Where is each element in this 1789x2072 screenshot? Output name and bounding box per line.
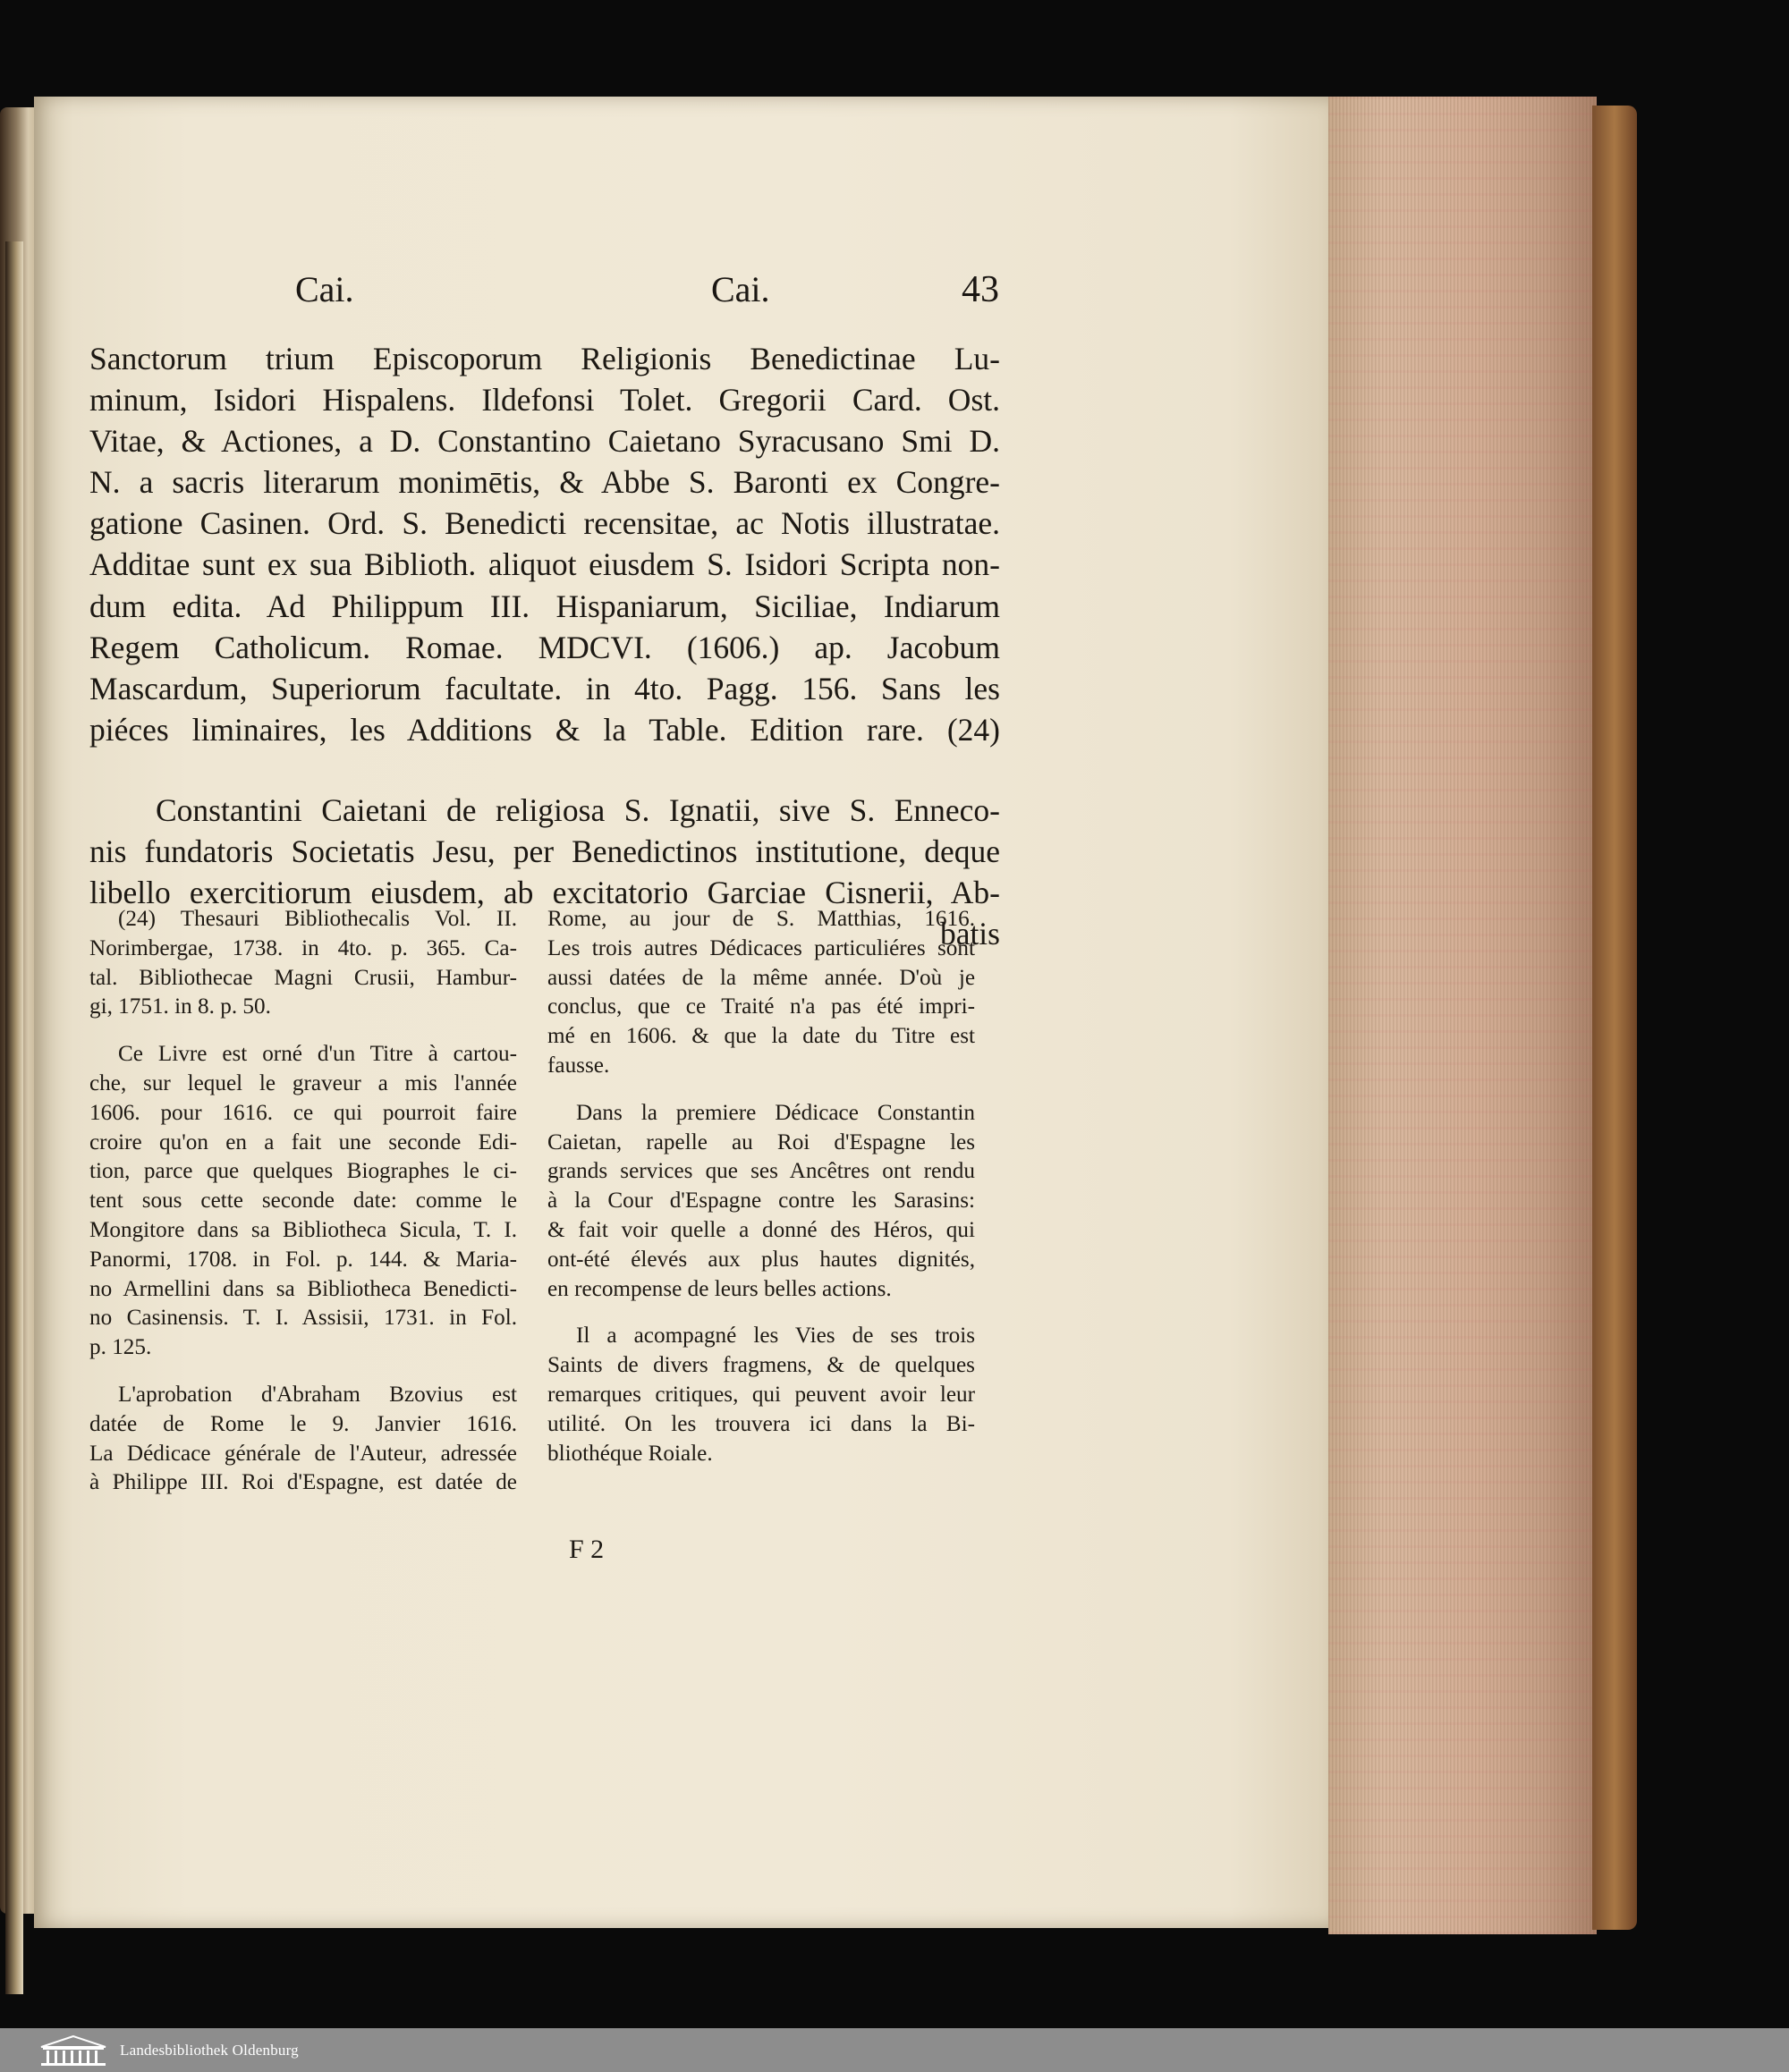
text-line: libello exercitiorum eiusdem, ab excitatorio Garciae Cisnerii, Ab- <box>89 875 1000 911</box>
note-line: en recompense de leurs belles actions. <box>547 1276 892 1301</box>
note-line: à Philippe III. Roi d'Espagne, est datée de <box>89 1470 517 1495</box>
text-line: Additae sunt ex sua Biblioth. aliquot eiusdem S. Isidori Scripta non- <box>89 546 1000 583</box>
text-line: nis fundatoris Societatis Jesu, per Benedictinos institutione, deque <box>89 833 1000 870</box>
note-line: tion, parce que quelques Biographes le ci- <box>89 1159 517 1184</box>
running-head-left: Cai. <box>295 269 354 309</box>
note-line: Ce Livre est orné d'un Titre à cartou- <box>118 1042 517 1067</box>
main-entry-text <box>89 338 1000 954</box>
previous-page-edge <box>0 107 38 1914</box>
note-line: 1606. pour 1616. ce qui pourroit faire <box>89 1100 517 1125</box>
note-paragraph <box>547 905 975 1081</box>
text-line: minum, Isidori Hispalens. Ildefonsi Tolet. Gregorii Card. Ost. <box>89 382 1000 419</box>
note-line: mé en 1606. & que la date du Titre est <box>547 1024 975 1049</box>
note-line: conclus, que ce Traité n'a pas été impri- <box>547 994 975 1019</box>
note-line: Norimbergae, 1738. in 4to. p. 365. Ca- <box>89 935 517 960</box>
note-line: p. 125. <box>89 1335 152 1360</box>
note-line: utilité. On les trouvera ici dans la Bi- <box>547 1411 975 1436</box>
text-line: Vitae, & Actiones, a D. Constantino Caietano Syracusano Smi D. <box>89 423 1000 460</box>
book-cover-edge <box>1592 106 1637 1930</box>
notes-right-column <box>547 905 975 1468</box>
entry-paragraph-1 <box>89 338 1000 750</box>
note-line: La Dédicace générale de l'Auteur, adressée <box>89 1441 517 1466</box>
catchword: batis <box>939 916 1000 952</box>
text-line: Sanctorum trium Episcoporum Religionis Benedictinae Lu- <box>89 341 1000 376</box>
note-line: datée de Rome le 9. Janvier 1616. <box>89 1411 517 1436</box>
note-line: Panormi, 1708. in Fol. p. 144. & Maria- <box>89 1247 517 1272</box>
note-line: Il a acompagné les Vies de ses trois <box>576 1324 975 1349</box>
note-line: Rome, au jour de S. Matthias, 1616. <box>547 907 975 931</box>
note-line: fausse. <box>547 1053 610 1078</box>
note-line: Dans la premiere Dédicace Constantin <box>576 1100 975 1125</box>
text-line: Constantini Caietani de religiosa S. Ignatii, sive S. Enneco- <box>156 791 1000 828</box>
note-line: no Casinensis. T. I. Assisii, 1731. in Fol. <box>89 1306 517 1331</box>
note-line: & fait voir quelle a donné des Héros, qui <box>547 1217 975 1242</box>
text-line: N. a sacris literarum monimētis, & Abbe S. Baronti ex Congre- <box>89 464 1000 501</box>
note-line: grands services que ses Ancêtres ont rendu <box>547 1159 975 1184</box>
institution-name: Landesbibliothek Oldenburg <box>120 2041 299 2059</box>
note-line: no Armellini dans sa Bibliotheca Benedicti- <box>89 1276 517 1301</box>
footer-bar <box>0 2028 1789 2072</box>
book-fore-edge <box>1328 97 1597 1934</box>
note-line: bliothéque Roiale. <box>547 1441 713 1466</box>
note-line: L'aprobation d'Abraham Bzovius est <box>118 1382 517 1407</box>
note-line: che, sur lequel le graveur a mis l'année <box>89 1070 517 1095</box>
note-line: tal. Bibliothecae Magni Crusii, Hambur- <box>89 965 517 990</box>
note-line: Caietan, rapelle au Roi d'Espagne les <box>547 1129 975 1154</box>
note-line: à la Cour d'Espagne contre les Sarasins: <box>547 1188 975 1214</box>
page-number: 43 <box>962 269 999 310</box>
footnote-24 <box>89 905 517 1022</box>
library-building-icon <box>38 2034 109 2067</box>
note-line: remarques critiques, qui peuvent avoir leur <box>547 1382 975 1407</box>
note-line: ont-été élevés aux plus hautes dignités, <box>547 1247 975 1272</box>
note-paragraph <box>89 1040 517 1363</box>
text-line: Mascardum, Superiorum facultate. in 4to. Pagg. 156. Sans les <box>89 670 1000 706</box>
note-line: Mongitore dans sa Bibliotheca Sicula, T. I. <box>89 1217 517 1242</box>
text-line: dum edita. Ad Philippum III. Hispaniarum, Siciliae, Indiarum <box>89 588 1000 624</box>
note-line: Les trois autres Dédicaces particuliéres sont <box>547 935 975 960</box>
signature-mark: F 2 <box>569 1535 605 1564</box>
note-line: (24) Thesauri Bibliothecalis Vol. II. <box>118 907 517 931</box>
text-line: Regem Catholicum. Romae. MDCVI. (1606.) ap. Jacobum <box>89 629 1000 665</box>
note-paragraph <box>547 1099 975 1305</box>
text-line: piéces liminaires, les Additions & la Table. Edition rare. (24) <box>89 711 1000 748</box>
note-line: croire qu'on en a fait une seconde Edi- <box>89 1129 517 1154</box>
note-paragraph <box>547 1322 975 1468</box>
note-paragraph <box>89 1381 517 1498</box>
text-line: gatione Casinen. Ord. S. Benedicti recensitae, ac Notis illustratae. <box>89 505 1000 542</box>
note-line: tent sous cette seconde date: comme le <box>89 1188 517 1214</box>
note-line: Saints de divers fragmens, & de quelques <box>547 1353 975 1378</box>
note-line: aussi datées de la même année. D'où je <box>547 965 975 990</box>
running-head-center: Cai. <box>711 269 770 309</box>
note-line: gi, 1751. in 8. p. 50. <box>89 994 271 1019</box>
notes-left-column <box>89 905 517 1498</box>
